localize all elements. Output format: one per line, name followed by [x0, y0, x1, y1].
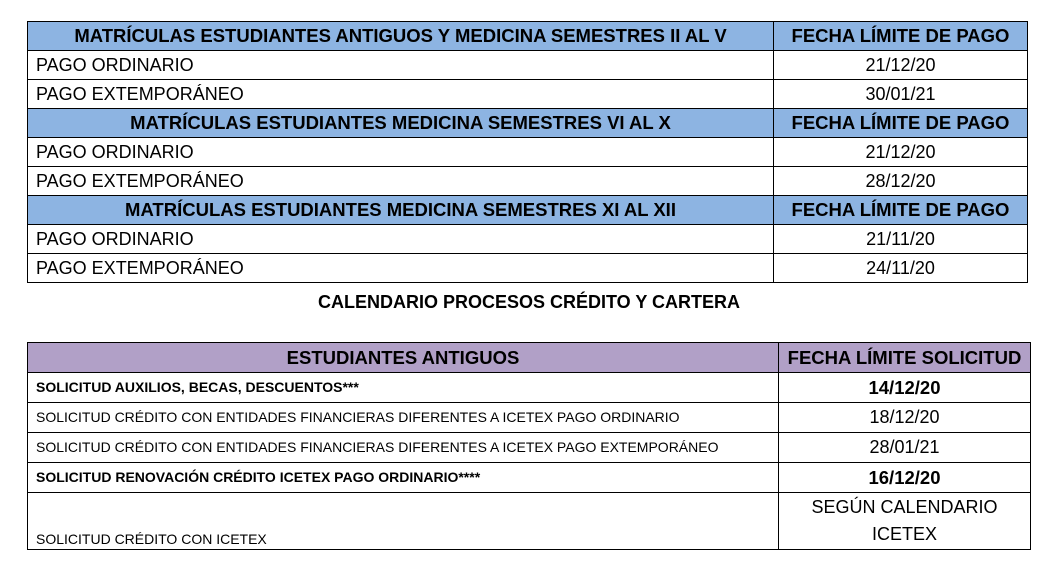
section-title: MATRÍCULAS ESTUDIANTES MEDICINA SEMESTRES XI AL XII: [28, 196, 774, 225]
request-label: SOLICITUD RENOVACIÓN CRÉDITO ICETEX PAGO ORDINARIO****: [28, 463, 779, 493]
table-row: [28, 138, 1028, 167]
tuition-payment-table: [27, 21, 1028, 283]
section-header-row: [28, 22, 1028, 51]
request-label: SOLICITUD CRÉDITO CON ENTIDADES FINANCIERAS DIFERENTES A ICETEX PAGO ORDINARIO: [28, 403, 779, 433]
table-row: [28, 254, 1028, 283]
deadline-date: 28/12/20: [774, 167, 1028, 196]
payment-type-label: PAGO EXTEMPORÁNEO: [28, 80, 774, 109]
request-label: SOLICITUD AUXILIOS, BECAS, DESCUENTOS***: [28, 373, 779, 403]
students-header: ESTUDIANTES ANTIGUOS: [28, 343, 779, 373]
date-column-header: FECHA LÍMITE DE PAGO: [774, 22, 1028, 51]
table-header-row: [28, 343, 1031, 373]
payment-type-label: PAGO ORDINARIO: [28, 225, 774, 254]
deadline-date: 30/01/21: [774, 80, 1028, 109]
table-row: [28, 463, 1031, 493]
deadline-date: 21/11/20: [774, 225, 1028, 254]
deadline-date: 21/12/20: [774, 51, 1028, 80]
payment-type-label: PAGO ORDINARIO: [28, 138, 774, 167]
deadline-date: 28/01/21: [779, 433, 1031, 463]
table-row: [28, 225, 1028, 254]
date-column-header: FECHA LÍMITE SOLICITUD: [779, 343, 1031, 373]
deadline-date: 14/12/20: [779, 373, 1031, 403]
date-column-header: FECHA LÍMITE DE PAGO: [774, 196, 1028, 225]
section-title: MATRÍCULAS ESTUDIANTES MEDICINA SEMESTRES VI AL X: [28, 109, 774, 138]
request-label: SOLICITUD CRÉDITO CON ENTIDADES FINANCIERAS DIFERENTES A ICETEX PAGO EXTEMPORÁNEO: [28, 433, 779, 463]
credit-calendar-table: [27, 342, 1031, 550]
deadline-date: 18/12/20: [779, 403, 1031, 433]
table-row: [28, 80, 1028, 109]
section-header-row: [28, 196, 1028, 225]
table-row: [28, 493, 1031, 550]
section-title: MATRÍCULAS ESTUDIANTES ANTIGUOS Y MEDICINA SEMESTRES II AL V: [28, 22, 774, 51]
calendar-title: CALENDARIO PROCESOS CRÉDITO Y CARTERA: [317, 292, 741, 312]
deadline-date: 21/12/20: [774, 138, 1028, 167]
section-header-row: [28, 109, 1028, 138]
deadline-date: SEGÚN CALENDARIO ICETEX: [779, 493, 1031, 550]
table-row: [28, 373, 1031, 403]
payment-type-label: PAGO EXTEMPORÁNEO: [28, 254, 774, 283]
deadline-date: 16/12/20: [779, 463, 1031, 493]
table-row: [28, 51, 1028, 80]
payment-type-label: PAGO ORDINARIO: [28, 51, 774, 80]
table-row: [28, 403, 1031, 433]
table-row: [28, 433, 1031, 463]
date-column-header: FECHA LÍMITE DE PAGO: [774, 109, 1028, 138]
payment-type-label: PAGO EXTEMPORÁNEO: [28, 167, 774, 196]
deadline-date: 24/11/20: [774, 254, 1028, 283]
table-row: [28, 167, 1028, 196]
request-label: SOLICITUD CRÉDITO CON ICETEX: [28, 493, 779, 550]
